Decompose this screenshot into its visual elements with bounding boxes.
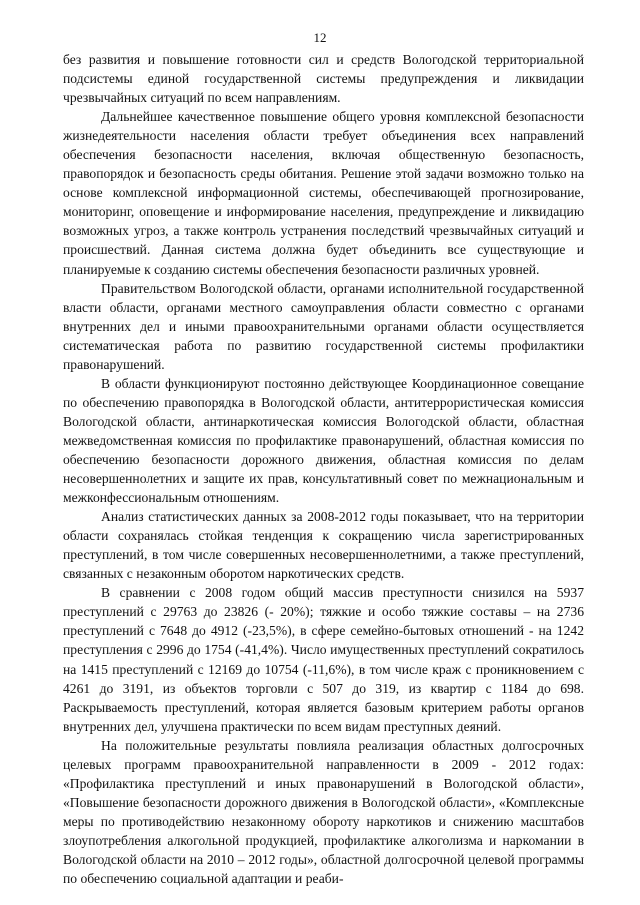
paragraph-5: Анализ статистических данных за 2008-2012 годы показывает, что на территории области сохранялась стойкая тенденция к сокращению числа зарегистрированных преступлений, в том числе совершенных несовершеннолетними, а также преступлений, связанных с незаконным оборотом наркотических средств. <box>63 509 584 582</box>
document-body <box>63 50 584 888</box>
paragraph-1: без развития и повышение готовности сил и средств Вологодской территориальной подсистемы единой государственной системы предупреждения и ликвидации чрезвычайных ситуаций по всем направлениям. <box>63 52 584 106</box>
paragraph-6: В сравнении с 2008 годом общий массив преступности снизился на 5937 преступлений с 29763 до 23826 (- 20%); тяжкие и особо тяжкие составы – на 2736 преступлений с 7648 до 4912 (-23,5%), в сфере семейно-бытовых отношений - на 1242 преступления с 2996 до 1754 (-41,4%). Число имущественных преступлений сократилось на 1415 преступлений с 12169 до 10754 (-11,6%), в том числе краж с проникновением с 4261 до 3191, из объектов торговли с 507 до 319, из квартир с 1184 до 698. Раскрываемость преступлений, которая является базовым критерием работы органов внутренних дел, улучшена практически по всем видам преступных деяний. <box>63 585 584 734</box>
page-number: 12 <box>313 30 327 45</box>
paragraph-7: На положительные результаты повлияла реализация областных долгосрочных целевых программ правоохранительной направленности в 2009 - 2012 годах: «Профилактика преступлений и иных правонарушений в Вологодской области», «Повышение безопасности дорожного движения в Вологодской области», «Комплексные меры по противодействию незаконному обороту наркотиков и снижению масштабов злоупотребления алкогольной продукцией, профилактике алкоголизма и наркомании в Вологодской области на 2010 – 2012 годы», областной долгосрочной целевой программы по обеспечению социальной адаптации и реаби- <box>63 737 584 887</box>
paragraph-2: Дальнейшее качественное повышение общего уровня комплексной безопасности жизнедеятельности населения области требует объединения всех направлений обеспечения безопасности населения, включая общественную безопасность, правопорядок и безопасность среды обитания. Решение этой задачи возможно только на основе комплексной информационной системы, обеспечивающей прогнозирование, мониторинг, оповещение и информирование населения, предупреждение и ликвидацию возможных угроз, а также контроль устранения последствий чрезвычайных ситуаций и происшествий. Данная система должна будет объединить все существующие и планируемые к созданию системы обеспечения безопасности различных уровней. <box>63 109 584 277</box>
paragraph-4: В области функционируют постоянно действующее Координационное совещание по обеспечению правопорядка в Вологодской области, антитеррористическая комиссия Вологодской области, антинаркотическая комиссия Вологодской области, областная межведомственная комиссия по профилактике правонарушений, областная комиссия по обеспечению безопасности дорожного движения, областная комиссия по делам несовершеннолетних и защите их прав, консультативный совет по межнациональным и межконфессиональным отношениям. <box>63 375 584 506</box>
paragraph-3: Правительством Вологодской области, органами исполнительной государственной власти области, органами местного самоуправления области совместно с органами внутренних дел и иными правоохранительными органами области осуществляется систематическая работа по развитию государственной системы профилактики правонарушений. <box>63 280 584 372</box>
